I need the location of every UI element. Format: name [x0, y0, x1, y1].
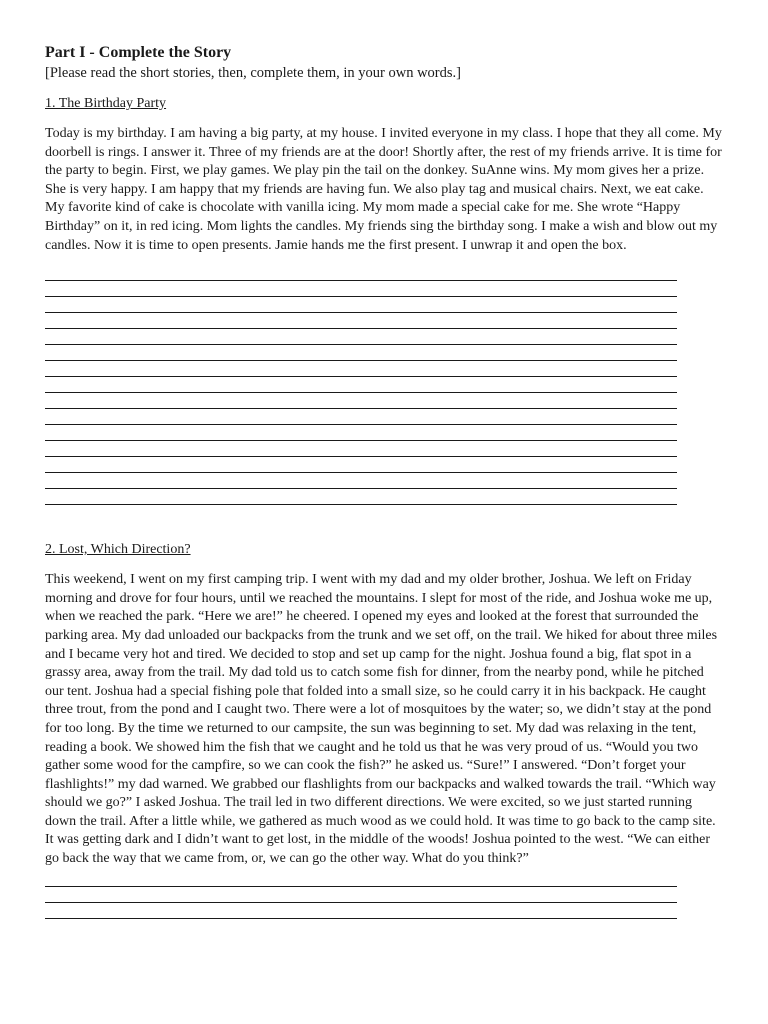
- answer-line[interactable]: [45, 903, 677, 919]
- worksheet-page: [45, 42, 725, 919]
- section-gap: [45, 505, 725, 541]
- story-heading: 1. The Birthday Party: [45, 96, 167, 111]
- answer-line[interactable]: [45, 377, 677, 393]
- story-text: Today is my birthday. I am having a big party, at my house. I invited everyone in my class. I hope that they all come. My doorbell is rings. I answer it. Three of my friends are at the door! Shortly after, the rest of my friends arrive. It is time for the party to begin. First, we play games. We play pin the tail on the donkey. SuAnne wins. My mom gives her a prize. She is very happy. I am happy that my friends are having fun. We also play tag and musical chairs. Next, we eat cake. My favorite kind of cake is chocolate with vanilla icing. My mom made a special cake for me. She wrote “Happy Birthday” on it, in red icing. Mom lights the candles. My friends sing the birthday song. I make a wish and blow out my candles. Now it is time to open presents. Jamie hands me the first present. I unwrap it and open the box.: [45, 126, 722, 253]
- answer-line[interactable]: [45, 361, 677, 377]
- story-heading: 2. Lost, Which Direction?: [45, 542, 191, 558]
- part-title: Part I - Complete the Story: [45, 44, 232, 61]
- answer-line[interactable]: [45, 345, 677, 361]
- answer-line[interactable]: [45, 329, 677, 345]
- story-birthday-party: [45, 95, 725, 505]
- answer-line[interactable]: [45, 393, 677, 409]
- instructions: [Please read the short stories, then, complete them, in your own words.]: [45, 65, 461, 81]
- answer-line[interactable]: [45, 489, 677, 505]
- answer-line[interactable]: [45, 871, 677, 887]
- answer-line[interactable]: [45, 457, 677, 473]
- answer-lines: [45, 265, 725, 505]
- answer-lines: [45, 871, 725, 919]
- answer-line[interactable]: [45, 425, 677, 441]
- story-text: This weekend, I went on my first camping trip. I went with my dad and my older brother, Joshua. We left on Friday morning and drove for four hours, until we reached the mountains. I slept for most of the ride, and Joshua woke me up, when we reached the park. “Here we are!” he cheered. I opened my eyes and looked at the forest that surrounded the parking area. My dad unloaded our backpacks from the trunk and we set off, on the trail. We hiked for about three miles and I became very hot and tired. We decided to stop and set up camp for the night. Joshua found a big, flat spot in a grassy area, away from the trail. My dad told us to catch some fish for dinner, from the nearby pond, while he pitched our tent. Joshua had a special fishing pole that folded into a small size, so he could carry it in his backpack. He caught three trout, from the pond and I caught two. There were a lot of mosquitoes by the water; so, we didn’t stay at the pond for too long. By the time we returned to our campsite, the sun was beginning to set. My dad was relaxing in the tent, reading a book. We showed him the fish that we caught and he told us that he was very proud of us. “Would you two gather some wood for the campfire, so we can cook the fish?” he asked us. “Sure!” I answered. “Don’t forget your flashlights!” my dad warned. We grabbed our flashlights from our backpacks and walked towards the trail. “Which way should we go?” I asked Joshua. The trail led in two different directions. We were excited, so we just started running down the trail. After a little while, we gathered as much wood as we could hold. It was time to go back to the camp site. It was getting dark and I didn’t want to get lost, in the middle of the woods! Joshua pointed to the west. “We can either go back the way that we came from, or, we can go the other way. What do you think?”: [45, 572, 718, 867]
- answer-line[interactable]: [45, 441, 677, 457]
- answer-line[interactable]: [45, 409, 677, 425]
- answer-line[interactable]: [45, 313, 677, 329]
- story-lost-which-direction: [45, 541, 725, 919]
- answer-line[interactable]: [45, 265, 677, 281]
- answer-line[interactable]: [45, 297, 677, 313]
- answer-line[interactable]: [45, 281, 677, 297]
- answer-line[interactable]: [45, 887, 677, 903]
- answer-line[interactable]: [45, 473, 677, 489]
